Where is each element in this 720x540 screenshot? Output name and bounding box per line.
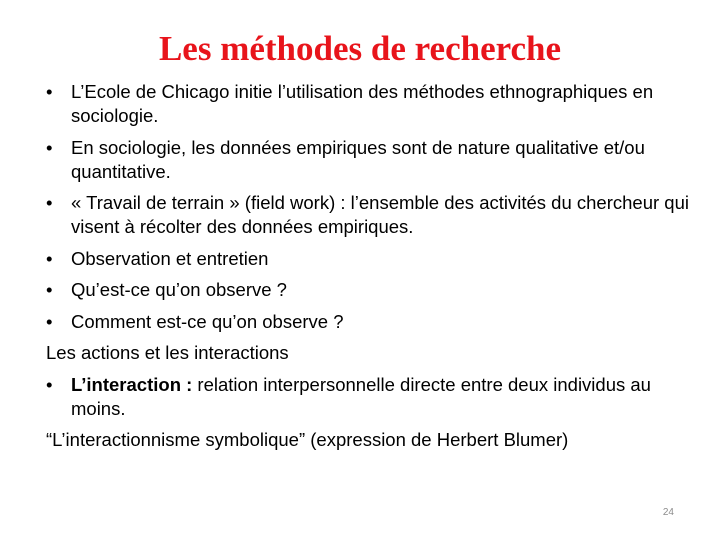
bullet-bold-term: L’interaction : xyxy=(71,373,193,395)
bullet-item xyxy=(46,310,696,334)
bullet-text: « Travail de terrain » (field work) : l’ensemble des activités du chercheur qui visent à récolter des données empiriques. xyxy=(71,192,689,237)
plain-line xyxy=(46,428,696,452)
bullet-text: Observation et entretien xyxy=(71,247,269,269)
page-number: 24 xyxy=(662,507,674,518)
bullet-item xyxy=(46,278,696,302)
bullet-item xyxy=(46,136,696,184)
bullet-text: L’Ecole de Chicago initie l’utilisation des méthodes ethnographiques en sociologie. xyxy=(71,81,654,126)
bullet-item xyxy=(46,373,696,421)
bullet-text: Comment est-ce qu’on observe ? xyxy=(71,310,344,332)
plain-text: Les actions et les interactions xyxy=(46,342,289,363)
slide-body xyxy=(46,80,696,460)
bullet-text: Qu’est-ce qu’on observe ? xyxy=(71,279,287,300)
bullet-text: En sociologie, les données empiriques sont de nature qualitative et/ou quantitative. xyxy=(71,136,645,182)
bullet-text: relation interpersonnelle directe entre deux individus au moins. xyxy=(71,373,651,419)
slide-title: Les méthodes de recherche xyxy=(158,29,562,68)
plain-text: “L’interactionnisme symbolique” (expression de Herbert Blumer) xyxy=(46,429,569,450)
bullet-item xyxy=(46,247,696,271)
bullet-item xyxy=(46,80,696,128)
bullet-item xyxy=(46,191,696,239)
plain-line xyxy=(46,341,696,365)
